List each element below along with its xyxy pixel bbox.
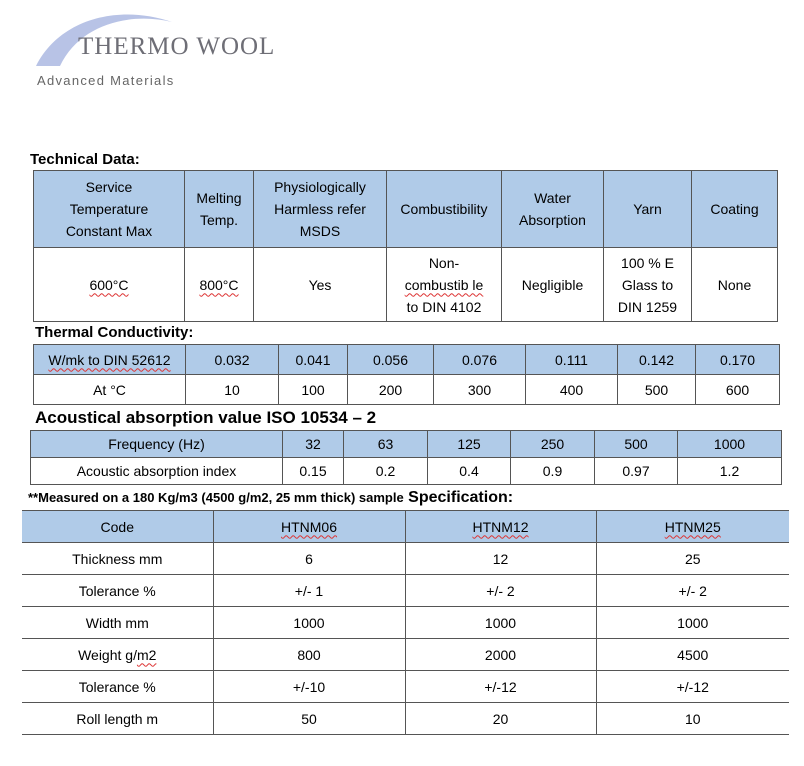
spec-row bbox=[22, 703, 789, 735]
value-line: Negligible bbox=[521, 276, 584, 293]
spec-cell: +/- 2 bbox=[596, 575, 789, 607]
technical-header-cell bbox=[502, 171, 604, 248]
acoustic-row-frequency bbox=[31, 431, 782, 458]
spec-code: HTNM12 bbox=[472, 518, 529, 535]
thermal-value-cell: 0.142 bbox=[618, 345, 696, 375]
spec-cell: 2000 bbox=[405, 639, 596, 671]
spec-row-label: Roll length m bbox=[22, 703, 213, 735]
spec-header-cell bbox=[405, 511, 596, 543]
acoustic-value-cell: 0.15 bbox=[283, 458, 344, 485]
spec-row-label: Width mm bbox=[22, 607, 213, 639]
header-line: Temp. bbox=[199, 212, 239, 228]
acoustic-row-index bbox=[31, 458, 782, 485]
spec-header-cell bbox=[596, 511, 789, 543]
acoustic-value-cell: 63 bbox=[344, 431, 428, 458]
value-line: DIN 1259 bbox=[617, 298, 678, 315]
acoustic-absorption-table bbox=[30, 430, 782, 485]
company-logo bbox=[0, 0, 300, 100]
spec-cell: 25 bbox=[596, 543, 789, 575]
spec-row-label: Thickness mm bbox=[22, 543, 213, 575]
technical-value-cell bbox=[604, 248, 692, 322]
technical-value-cell bbox=[387, 248, 502, 322]
spec-row bbox=[22, 671, 789, 703]
spec-cell: 1000 bbox=[596, 607, 789, 639]
thermal-value-cell: 10 bbox=[186, 375, 279, 405]
technical-header-cell bbox=[604, 171, 692, 248]
spec-cell: 50 bbox=[213, 703, 405, 735]
spec-cell: 20 bbox=[405, 703, 596, 735]
spec-cell: +/-12 bbox=[596, 671, 789, 703]
spec-row-label: Tolerance % bbox=[22, 575, 213, 607]
thermal-row-label bbox=[34, 345, 186, 375]
technical-value-cell bbox=[34, 248, 185, 322]
thermal-value-cell: 500 bbox=[618, 375, 696, 405]
header-line: Physiologically bbox=[274, 179, 366, 195]
thermal-row-temperature bbox=[34, 375, 780, 405]
header-line: Water bbox=[534, 190, 571, 206]
technical-data-heading: Technical Data: bbox=[30, 151, 140, 168]
value-line: 100 % E bbox=[621, 254, 674, 271]
spec-cell: 1000 bbox=[213, 607, 405, 639]
technical-header-cell bbox=[34, 171, 185, 248]
header-line: Coating bbox=[710, 201, 759, 217]
logo-tagline: Advanced Materials bbox=[37, 73, 175, 88]
acoustic-value-cell: 0.2 bbox=[344, 458, 428, 485]
value-line: to DIN 4102 bbox=[406, 298, 482, 315]
technical-value-cell bbox=[692, 248, 778, 322]
technical-value-cell bbox=[502, 248, 604, 322]
spec-cell: +/- 1 bbox=[213, 575, 405, 607]
acoustic-value-cell: 125 bbox=[428, 431, 511, 458]
thermal-value-cell: 0.111 bbox=[526, 345, 618, 375]
technical-header-cell bbox=[387, 171, 502, 248]
acoustic-value-cell: 0.97 bbox=[595, 458, 678, 485]
acoustic-value-cell: 500 bbox=[595, 431, 678, 458]
thermal-row-label: At °C bbox=[34, 375, 186, 405]
spec-cell: 4500 bbox=[596, 639, 789, 671]
acoustic-row-label: Frequency (Hz) bbox=[31, 431, 283, 458]
spec-row-label: Weight g/m2 bbox=[22, 639, 213, 671]
spec-cell: +/-10 bbox=[213, 671, 405, 703]
technical-value-cell bbox=[254, 248, 387, 322]
technical-header-cell bbox=[254, 171, 387, 248]
technical-value-row bbox=[34, 248, 778, 322]
acoustic-value-cell: 0.4 bbox=[428, 458, 511, 485]
specification-table bbox=[22, 510, 789, 735]
value-line: Glass to bbox=[621, 276, 674, 293]
spec-row bbox=[22, 543, 789, 575]
spec-row bbox=[22, 607, 789, 639]
thermal-value-cell: 0.170 bbox=[696, 345, 780, 375]
specification-heading: Specification: bbox=[408, 489, 514, 506]
spec-header-cell bbox=[213, 511, 405, 543]
spec-code: HTNM25 bbox=[664, 518, 721, 535]
spec-header-row bbox=[22, 511, 789, 543]
thermal-value-cell: 0.076 bbox=[434, 345, 526, 375]
spec-code: HTNM06 bbox=[280, 518, 337, 535]
thermal-value-cell: 300 bbox=[434, 375, 526, 405]
technical-header-cell bbox=[185, 171, 254, 248]
technical-value-cell bbox=[185, 248, 254, 322]
header-line: Harmless refer bbox=[274, 201, 366, 217]
label-text: W/mk to DIN 52612 bbox=[48, 351, 171, 368]
technical-header-cell bbox=[692, 171, 778, 248]
acoustic-value-cell: 1000 bbox=[678, 431, 782, 458]
acoustic-row-label: Acoustic absorption index bbox=[31, 458, 283, 485]
note-text: **Measured on a 180 Kg/m3 (4500 g/m2, 25 mm thick) sample bbox=[28, 490, 404, 505]
thermal-value-cell: 0.041 bbox=[279, 345, 348, 375]
acoustic-value-cell: 0.9 bbox=[511, 458, 595, 485]
header-line: Combustibility bbox=[400, 201, 488, 217]
thermal-row-conductivity bbox=[34, 345, 780, 375]
thermal-value-cell: 600 bbox=[696, 375, 780, 405]
spec-cell: 6 bbox=[213, 543, 405, 575]
spec-row bbox=[22, 575, 789, 607]
thermal-value-cell: 100 bbox=[279, 375, 348, 405]
value-line: None bbox=[717, 276, 752, 293]
header-line: Absorption bbox=[519, 212, 586, 228]
thermal-value-cell: 0.056 bbox=[348, 345, 434, 375]
acoustic-heading: Acoustical absorption value ISO 10534 – 2 bbox=[35, 408, 377, 427]
spec-cell: 800 bbox=[213, 639, 405, 671]
spec-cell: +/- 2 bbox=[405, 575, 596, 607]
header-line: Constant Max bbox=[65, 223, 153, 239]
thermal-conductivity-table bbox=[33, 344, 780, 405]
measurement-note bbox=[28, 489, 513, 507]
header-line: Service bbox=[85, 179, 133, 195]
acoustic-value-cell: 1.2 bbox=[678, 458, 782, 485]
spec-cell: 10 bbox=[596, 703, 789, 735]
logo-name: THERMO WOOL bbox=[78, 33, 276, 60]
technical-header-row bbox=[34, 171, 778, 248]
value-line: Yes bbox=[308, 276, 332, 293]
thermal-value-cell: 200 bbox=[348, 375, 434, 405]
technical-data-table bbox=[33, 170, 778, 322]
spec-header-cell: Code bbox=[22, 511, 213, 543]
thermal-conductivity-heading: Thermal Conductivity: bbox=[35, 324, 194, 341]
spec-row-label: Tolerance % bbox=[22, 671, 213, 703]
spec-cell: 12 bbox=[405, 543, 596, 575]
value-line: 600°C bbox=[89, 276, 129, 293]
spec-cell: 1000 bbox=[405, 607, 596, 639]
spec-cell: +/-12 bbox=[405, 671, 596, 703]
acoustic-value-cell: 32 bbox=[283, 431, 344, 458]
header-line: Melting bbox=[196, 190, 242, 206]
value-line: combustib le bbox=[404, 276, 484, 293]
header-line: Yarn bbox=[633, 201, 662, 217]
value-line: Non- bbox=[428, 254, 460, 271]
thermal-value-cell: 0.032 bbox=[186, 345, 279, 375]
header-line: MSDS bbox=[299, 223, 341, 239]
spec-row bbox=[22, 639, 789, 671]
thermal-value-cell: 400 bbox=[526, 375, 618, 405]
acoustic-value-cell: 250 bbox=[511, 431, 595, 458]
header-line: Temperature bbox=[69, 201, 149, 217]
value-line: 800°C bbox=[199, 276, 239, 293]
